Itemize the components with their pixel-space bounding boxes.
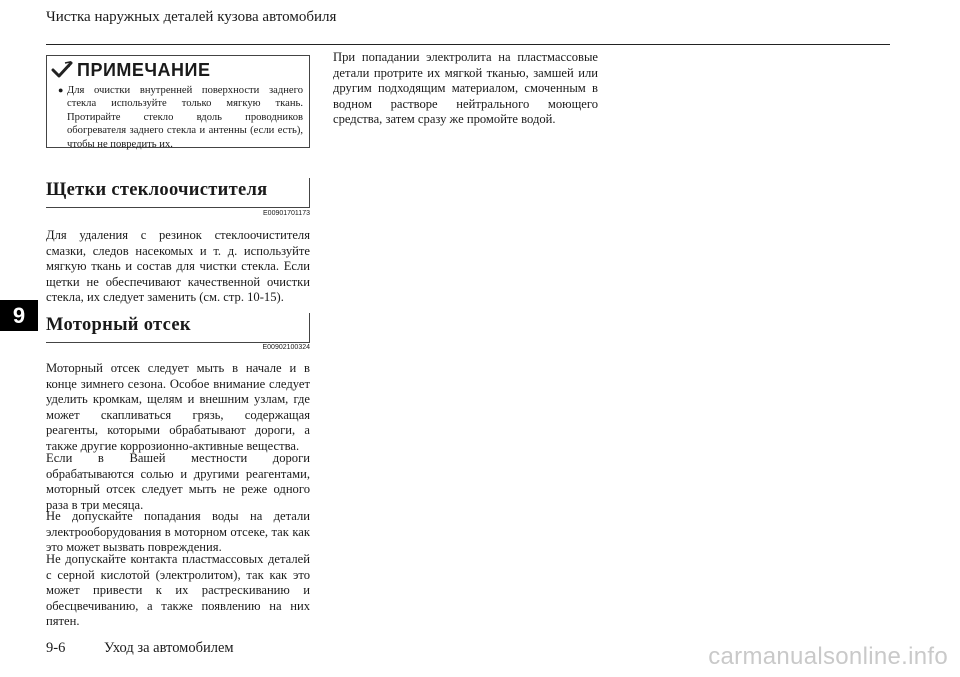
footer-section-title: Уход за автомобилем <box>104 640 234 656</box>
engine-paragraph-1: Моторный отсек следует мыть в начале и в конце зимнего сезона. Особое внимание следует уделить кромкам, щелям и внешним узлам, где может скапливаться грязь, содержащая реагенты, которыми обрабатывают дороги, а также другие коррозионно-активные вещества. <box>46 361 310 453</box>
header-rule <box>46 44 890 45</box>
section-code: E00901701173 <box>263 210 310 217</box>
pencil-check-icon <box>51 60 73 80</box>
note-bullet: ● <box>58 85 64 95</box>
note-box <box>46 55 310 148</box>
page-header-title: Чистка наружных деталей кузова автомобиля <box>46 9 337 25</box>
note-title: ПРИМЕЧАНИЕ <box>77 59 211 80</box>
engine-paragraph-3: Не допускайте попадания воды на детали электрооборудования в моторном отсеке, так как это может вызвать повреждения. <box>46 509 310 555</box>
section-underline <box>46 342 309 343</box>
engine-paragraph-2: Если в Вашей местности дороги обрабатываются солью и другими реагентами, моторный отсек следует мыть не реже одного раза в три месяца. <box>46 451 310 512</box>
section-heading-text: Моторный отсек <box>46 315 191 335</box>
section-heading-engine <box>46 313 310 343</box>
chapter-tab: 9 <box>0 300 38 331</box>
note-header <box>51 59 210 81</box>
section-heading-wipers <box>46 178 310 208</box>
watermark: carmanualsonline.info <box>708 643 948 670</box>
section-heading-text: Щетки стеклоочистителя <box>46 180 268 200</box>
section-underline <box>46 207 309 208</box>
footer-page-number: 9-6 <box>46 640 66 656</box>
note-text: Для очистки внутренней поверхности заднего стекла используйте только мягкую ткань. Протирайте стекло вдоль проводников обогревателя заднего стекла и антенны (если есть), чтобы не повредить их. <box>67 85 303 150</box>
wipers-paragraph: Для удаления с резинок стеклоочистителя смазки, следов насекомых и т. д. используйте мягкую ткань и состав для чистки стекла. Если щетки не обеспечивают качественной очистки стекла, их следует заменить (см. стр. 10-15). <box>46 228 310 305</box>
section-code: E00902100324 <box>262 344 310 351</box>
engine-paragraph-4: Не допускайте контакта пластмассовых деталей с серной кислотой (электролитом), так как это может привести к их растрескиванию и обесцвечиванию, а также появлению на них пятен. <box>46 552 310 629</box>
right-column-paragraph: При попадании электролита на пластмассовые детали протрите их мягкой тканью, замшей или другим подходящим материалом, смоченным в водном растворе нейтрального моющего средства, затем сразу же промойте водой. <box>333 50 598 127</box>
